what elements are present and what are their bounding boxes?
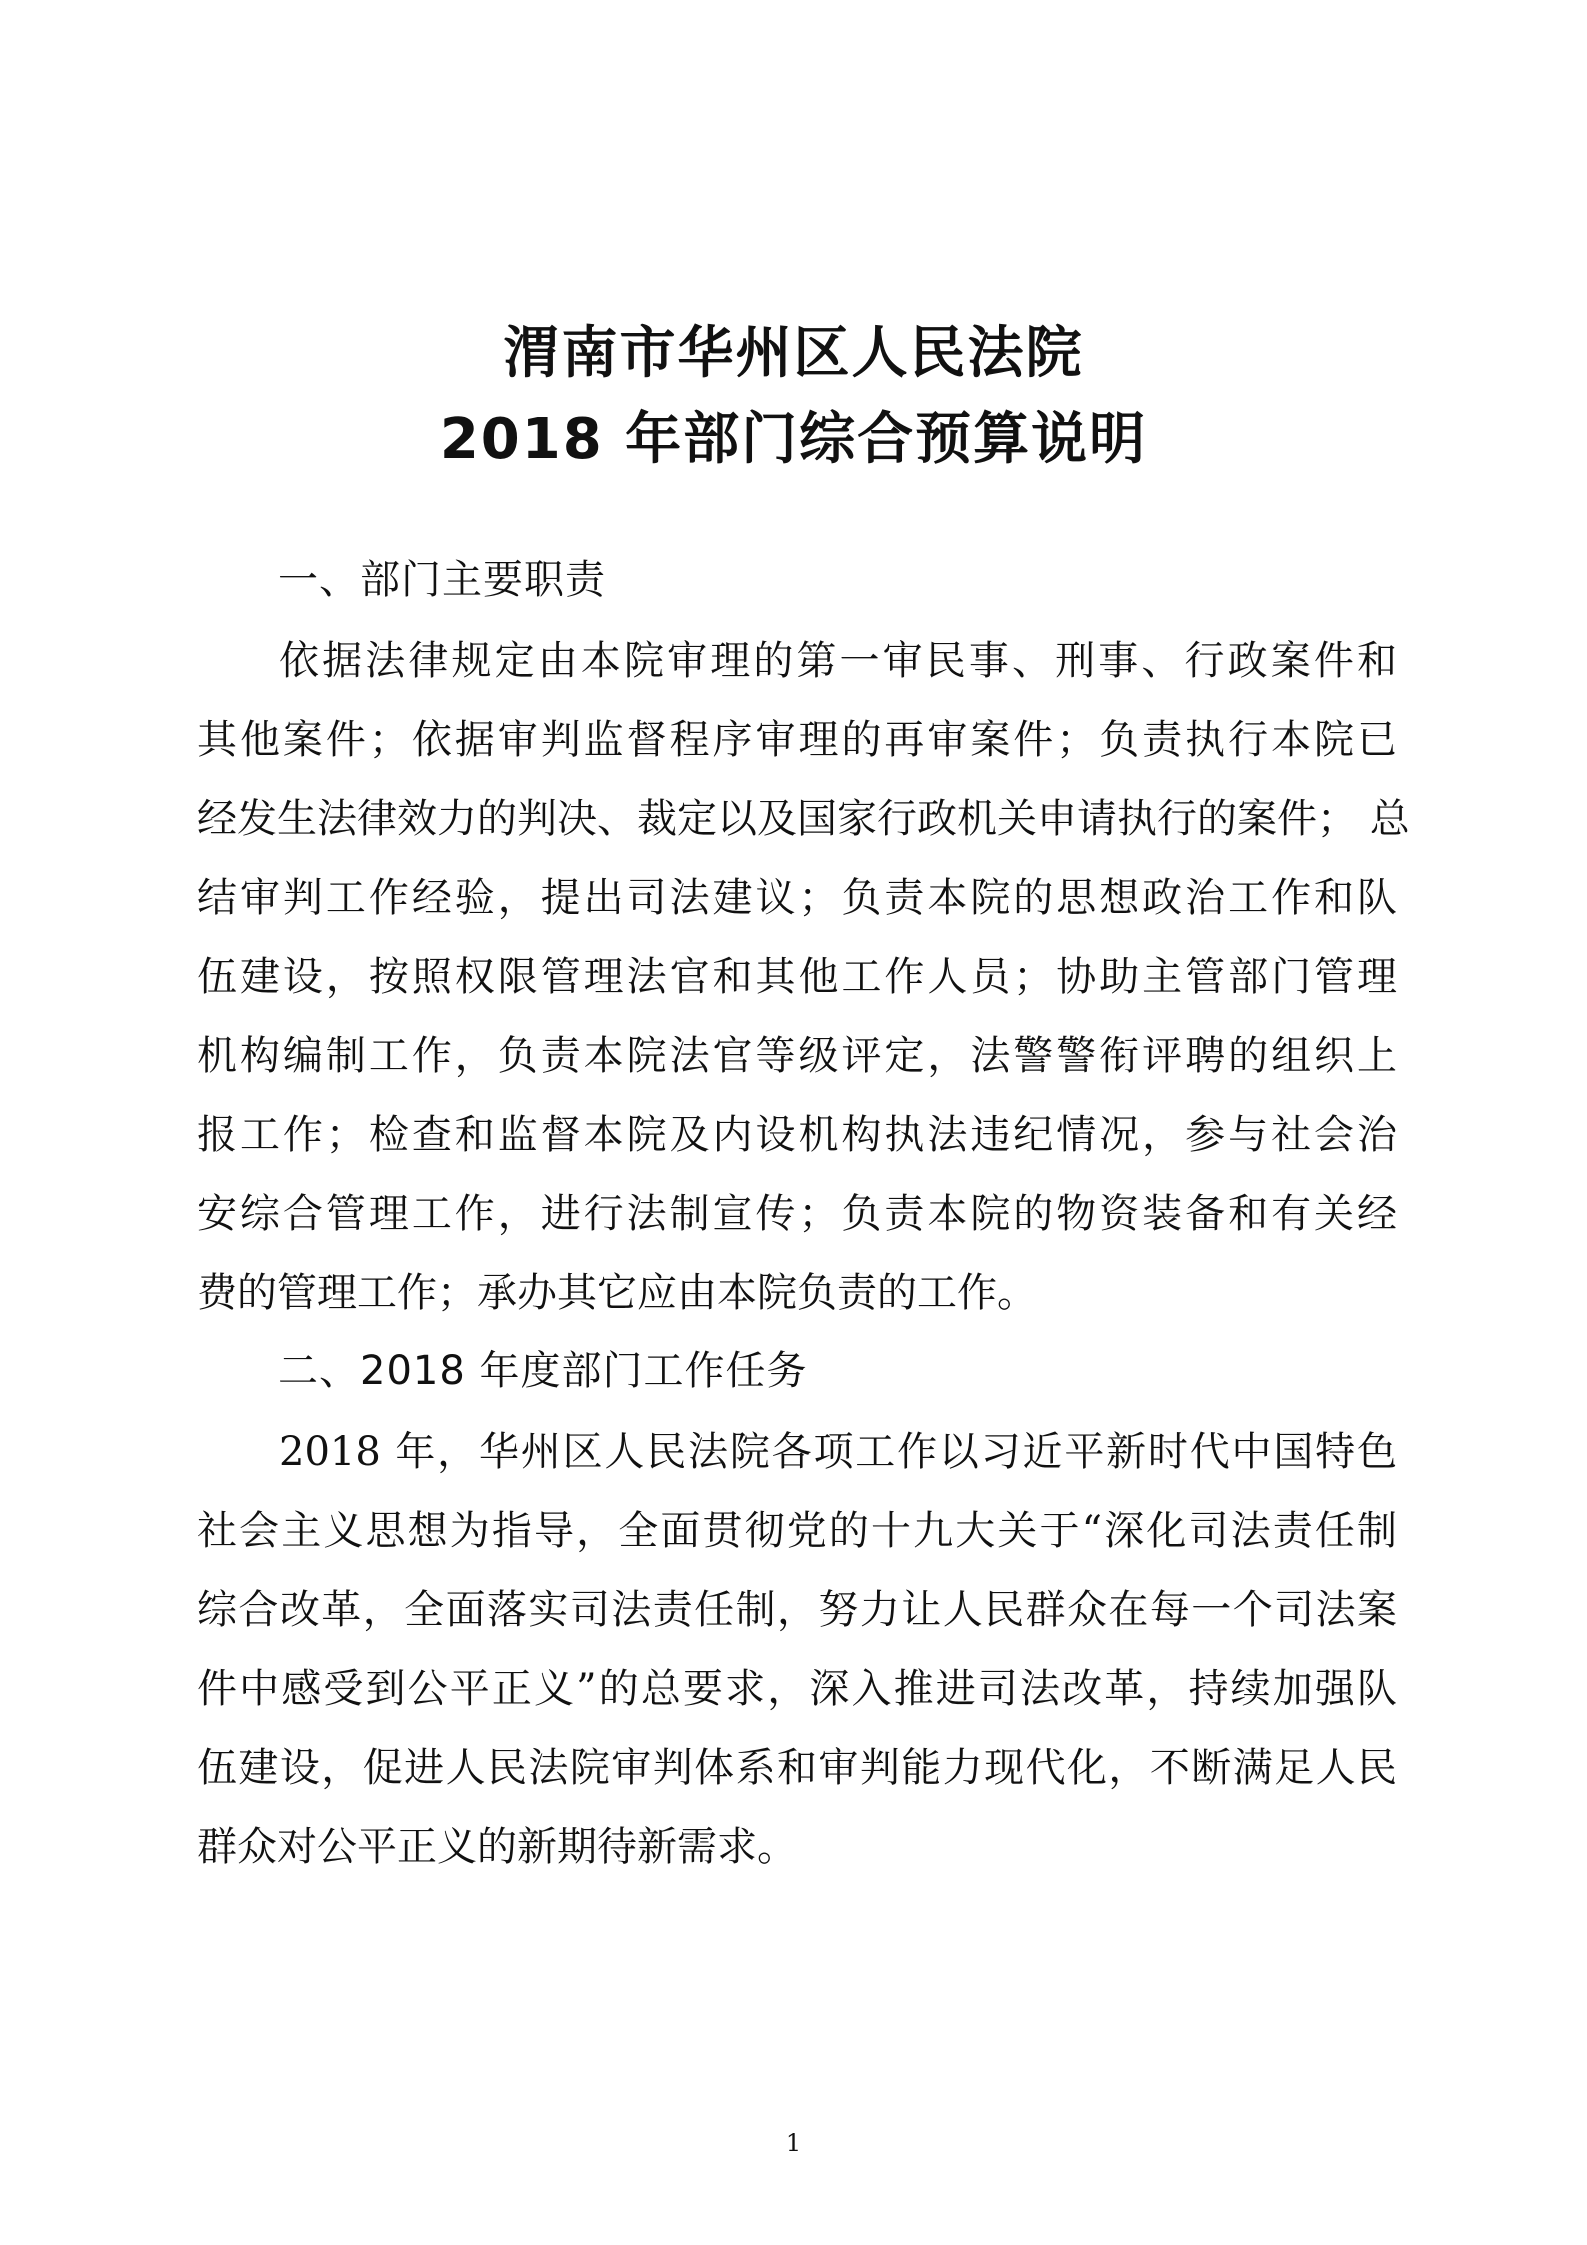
- paragraph-line: 结审判工作经验，提出司法建议；负责本院的思想政治工作和队: [197, 875, 1397, 921]
- paragraph-line: 社会主义思想为指导，全面贯彻党的十九大关于“深化司法责任制: [197, 1508, 1397, 1554]
- section-heading-tasks: 二、2018 年度部门工作任务: [278, 1348, 808, 1394]
- paragraph-line: 安综合管理工作，进行法制宣传；负责本院的物资装备和有关经: [197, 1191, 1397, 1237]
- paragraph-line: 经发生法律效力的判决、裁定以及国家行政机关申请执行的案件； 总: [197, 796, 1410, 842]
- paragraph-line: 2018 年，华州区人民法院各项工作以习近平新时代中国特色: [279, 1429, 1397, 1475]
- paragraph-line: 依据法律规定由本院审理的第一审民事、刑事、行政案件和: [279, 638, 1397, 684]
- paragraph-line: 费的管理工作；承办其它应由本院负责的工作。: [197, 1270, 1037, 1316]
- section-body-tasks: [197, 1413, 1397, 1887]
- section-body-duties: [197, 622, 1410, 1333]
- paragraph-line: 伍建设，促进人民法院审判体系和审判能力现代化，不断满足人民: [197, 1745, 1397, 1791]
- document-title-line1: 渭南市华州区人民法院: [503, 321, 1084, 386]
- paragraph-line: 其他案件；依据审判监督程序审理的再审案件；负责执行本院已: [197, 717, 1397, 763]
- paragraph-line: 机构编制工作，负责本院法官等级评定，法警警衔评聘的组织上: [197, 1033, 1397, 1079]
- page-number: 1: [785, 2129, 802, 2157]
- paragraph-line: 报工作；检查和监督本院及内设机构执法违纪情况，参与社会治: [197, 1112, 1397, 1158]
- paragraph-line: 伍建设，按照权限管理法官和其他工作人员；协助主管部门管理: [197, 954, 1397, 1000]
- section-heading-duties: 一、部门主要职责: [278, 557, 606, 603]
- paragraph-line: 综合改革，全面落实司法责任制，努力让人民群众在每一个司法案: [197, 1587, 1397, 1633]
- paragraph-line: 件中感受到公平正义”的总要求，深入推进司法改革，持续加强队: [197, 1666, 1397, 1712]
- document-title-line2: 2018 年部门综合预算说明: [439, 407, 1148, 472]
- paragraph-line: 群众对公平正义的新期待新需求。: [197, 1824, 797, 1870]
